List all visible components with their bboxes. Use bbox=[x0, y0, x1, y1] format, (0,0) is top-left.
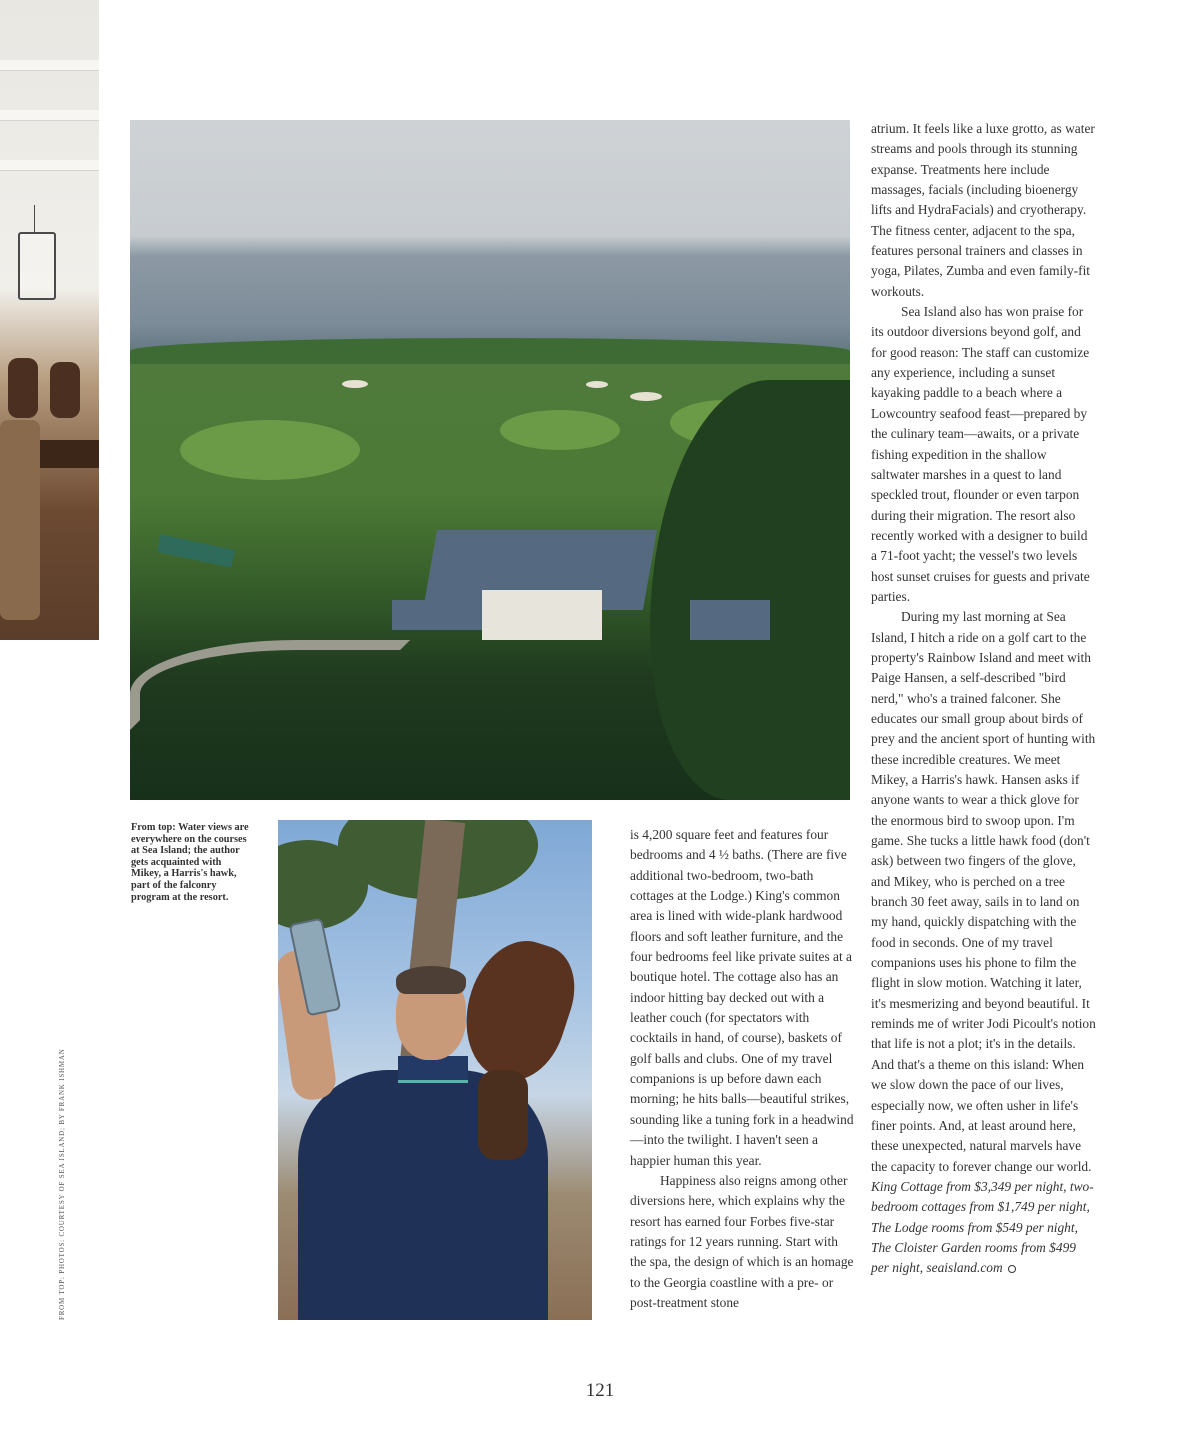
rates-text: King Cottage from $3,349 per night, two-bedroom cottages from $1,749 per night, The Lodge rooms from $549 per night, The Cloister Garden rooms from $499 per night, seaisland.com bbox=[871, 1178, 1094, 1276]
page-number: 121 bbox=[585, 1380, 615, 1401]
article-column-middle bbox=[630, 825, 855, 1313]
paragraph: atrium. It feels like a luxe grotto, as water streams and pools through its stunning expanse. Treatments here include massages, facials (including bioenergy lifts and HydraFacials) and cryotherapy. The fitness center, adjacent to the spa, features personal trainers and classes in yoga, Pilates, Zumba and even family-fit workouts. bbox=[871, 121, 1095, 299]
aerial-golf-course-photo bbox=[130, 120, 850, 800]
hawk bbox=[449, 928, 587, 1092]
falconer-selfie-photo bbox=[278, 820, 592, 1320]
photo-caption: From top: Water views are everywhere on the courses at Sea Island; the author gets acquainted with Mikey, a Harris's hawk, part of the falconry program at the resort. bbox=[131, 822, 249, 903]
paragraph: Sea Island also has won praise for its outdoor diversions beyond golf, and for good reason: The staff can customize any experience, including a sunset kayaking paddle to a beach where a Lowcountry seafood feast—prepared by the culinary team—awaits, or a private fishing expedition in the shallow saltwater marshes in a quest to land speckled trout, flounder or even tarpon during their migration. The resort also recently worked with a designer to build a 71-foot yacht; the vessel's two levels host sunset cruises for guests and private parties. bbox=[871, 304, 1090, 604]
paragraph: is 4,200 square feet and features four bedrooms and 4 ½ baths. (There are five additional two-bedroom, two-bath cottages at the Lodge.) King's common area is lined with wide-plank hardwood floors and soft leather furniture, and the four bedrooms feel like private suites at a boutique hotel. The cottage also has an indoor hitting bay decked out with a leather couch (for spectators with cocktails in hand, of course), baskets of golf balls and clubs. One of my travel companions is up before dawn each morning; he hits balls—beautiful strikes, sounding like a tuning fork in a headwind—into the twilight. I haven't seen a happier human this year. bbox=[630, 827, 854, 1168]
rates-note bbox=[871, 1177, 1096, 1279]
pendant-lantern bbox=[18, 232, 56, 300]
article-column-right bbox=[871, 119, 1096, 1279]
paragraph: During my last morning at Sea Island, I hitch a ride on a golf cart to the property's Rainbow Island and meet with Paige Hansen, a self-described "bird nerd," who's a trained falconer. She educates our small group about birds of prey and the ancient sport of hunting with these incredible creatures. We meet Mikey, a Harris's hawk. Hansen asks if anyone wants to wear a thick glove for the enormous bird to swoop upon. I'm game. She tucks a little hawk food (don't ask) between two fingers of the glove, and Mikey, who is perched on a tree branch 30 feet away, sails in to land on my hand, quickly dispatching with the food in seconds. One of my travel companions uses his phone to film the flight in slow motion. Watching it later, it's mesmerizing and beyond beautiful. It reminds me of writer Jodi Picoult's notion that life is not a plot; it's in the details. And that's a theme on this island: When we slow down the pace of our lives, especially now, we often usher in life's finer points. And, at least around here, these unexpected, natural marvels have the capacity to forever change our world. bbox=[871, 609, 1096, 1174]
photo-credit: FROM TOP: PHOTOS: COURTESY OF SEA ISLAND; BY FRANK ISHMAN bbox=[58, 1048, 66, 1320]
paragraph: Happiness also reigns among other diversions here, which explains why the resort has earned four Forbes five-star ratings for 12 years running. Start with the spa, the design of which is an homage to the Georgia coastline with a pre- or post-treatment stone bbox=[630, 1172, 854, 1310]
interior-photo bbox=[0, 0, 99, 640]
end-mark-icon bbox=[1008, 1265, 1016, 1273]
